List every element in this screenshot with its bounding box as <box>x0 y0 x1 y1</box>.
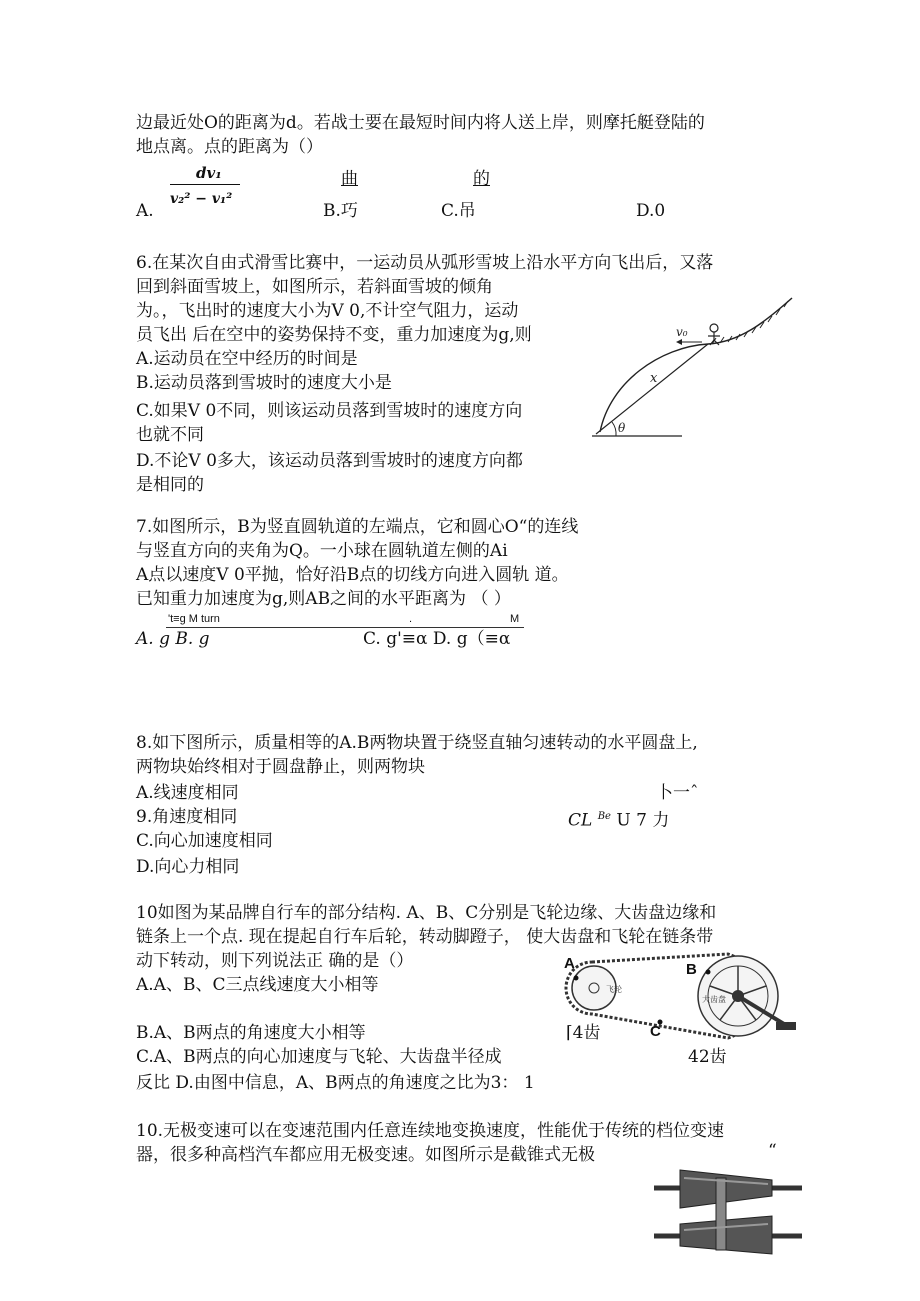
q8-figure-text2 <box>568 806 669 832</box>
fraction-bar <box>170 184 240 185</box>
q5-line1: 边最近处O的距离为d。若战士要在最短时间内将人送上岸，则摩托艇登陆的 <box>136 113 705 133</box>
v0-arrowhead <box>676 339 682 345</box>
q6-option-d1: D.不论V 0多大，该运动员落到雪坡时的速度方向都 <box>136 451 523 471</box>
q8-line1: 8.如下图所示，质量相等的A.B两物块置于绕竖直轴匀速转动的水平圆盘上, <box>136 733 698 753</box>
theta-label: θ <box>618 421 626 435</box>
q6-option-b: B.运动员落到雪坡时的速度大小是 <box>136 373 392 393</box>
point-c-label: C <box>650 1023 661 1040</box>
q10a-line1: 10如图为某品牌自行车的部分结构. A、B、C分别是飞轮边缘、大齿盘边缘和 <box>136 903 717 923</box>
fraction-denominator: v₂² − v₁² <box>170 191 233 207</box>
q10a-line2: 链条上一个点. 现在提起自行车后轮，转动脚蹬子， 使大齿盘和飞轮在链条带 <box>136 927 714 947</box>
teeth-big-label: 42齿 <box>688 1047 727 1067</box>
q6-line2: 回到斜面雪坡上，如图所示，若斜面雪坡的倾角 <box>136 277 493 297</box>
q10a-option-b: B.A、B两点的角速度大小相等 <box>136 1023 366 1043</box>
q5-option-b: B.巧 <box>323 201 358 221</box>
angle-arc <box>612 422 616 436</box>
q7-options-ab: A. g B. g <box>136 629 210 649</box>
q10b-line1: 10.无极变速可以在变速范围内任意连续地变换速度，性能优于传统的档位变速 <box>136 1121 725 1141</box>
q5-line2: 地点离。点的距离为（） <box>136 137 323 157</box>
q10b-line2: 器，很多种高档汽车都应用无极变速。如图所示是截锥式无极 <box>136 1145 595 1165</box>
belt-ring <box>716 1178 726 1250</box>
point-a-dot <box>574 976 579 981</box>
q7-line3: A点以速度V 0平抛，恰好沿B点的切线方向进入圆轨 道。 <box>136 565 569 585</box>
pedal <box>776 1022 796 1030</box>
q5-option-a-fraction <box>168 162 248 216</box>
q7-line1: 7.如图所示，B为竖直圆轨道的左端点，它和圆心O“的连线 <box>136 517 579 537</box>
q8-figure-text2-a: CL <box>568 810 593 831</box>
q7-line2: 与竖直方向的夹角为Q。一小球在圆轨道左侧的Ai <box>136 541 508 561</box>
q7-line4: 已知重力加速度为g,则AB之间的水平距离为 （ ） <box>136 589 511 609</box>
q6-option-a: A.运动员在空中经历的时间是 <box>136 349 358 369</box>
ski-slope-figure <box>590 292 800 442</box>
q10a-option-c: C.A、B两点的向心加速度与飞轮、大齿盘半径成 <box>136 1047 502 1067</box>
x-label: x <box>650 371 658 386</box>
q8-option-c: C.向心加速度相同 <box>136 831 273 851</box>
q8-figure-text1: 卜一ˆ <box>656 783 699 803</box>
q5-above-b: 曲 <box>341 169 358 189</box>
q7-fraction-mid: . <box>409 613 413 625</box>
curved-slope <box>708 298 792 344</box>
q8-option-d: D.向心力相同 <box>136 857 240 877</box>
teeth-small-label: ⌈4齿 <box>566 1023 601 1043</box>
bicycle-drive-figure <box>560 944 800 1040</box>
q7-options-cd: C. g'≡α D. g（≡α <box>363 629 511 649</box>
q6-line1: 6.在某次自由式滑雪比赛中，一运动员从弧形雪坡上沿水平方向飞出后，又落 <box>136 253 714 273</box>
point-b-dot <box>706 970 711 975</box>
q5-option-a: A. <box>136 201 154 221</box>
slope-hatching <box>712 301 788 344</box>
q5-option-c: C.吊 <box>441 201 476 221</box>
q10a-line3: 动下转动，则下列说法正 确的是（） <box>136 951 414 971</box>
q6-line4: 员飞出 后在空中的姿势保持不变，重力加速度为g,则 <box>136 325 532 345</box>
q10a-option-c2-d: 反比 D.由图中信息，A、B两点的角速度之比为3： 1 <box>136 1073 535 1093</box>
q8-line2: 两物块始终相对于圆盘静止，则两物块 <box>136 757 425 777</box>
q10b-quote: “ <box>768 1141 777 1161</box>
fraction-numerator: dv₁ <box>196 164 222 182</box>
q6-option-c2: 也就不同 <box>136 425 204 445</box>
cone-cvt-figure <box>652 1168 804 1260</box>
flight-straight-line <box>596 344 708 434</box>
q8-option-b: 9.角速度相同 <box>136 807 238 827</box>
q8-option-a: A.线速度相同 <box>136 783 239 803</box>
q8-figure-text2-sup: Be <box>597 811 611 822</box>
q6-option-d2: 是相同的 <box>136 475 204 495</box>
chainring-label: 大齿盘 <box>702 995 726 1004</box>
q5-above-c: 的 <box>473 169 490 189</box>
q6-option-c1: C.如果V 0不同，则该运动员落到雪坡时的速度方向 <box>136 401 523 421</box>
q8-figure-text2-b: U 7 力 <box>616 810 670 831</box>
point-b-label: B <box>686 961 697 978</box>
point-a-label: A <box>564 955 575 972</box>
q7-fraction-left: 't≡g M turn <box>168 613 220 625</box>
q5-option-d: D.0 <box>636 201 666 221</box>
v0-label: v₀ <box>676 325 688 339</box>
q7-fraction-right: M <box>510 613 520 625</box>
q6-line3: 为。，飞出时的速度大小为V 0,不计空气阻力，运动 <box>136 301 519 321</box>
q10a-option-a: A.A、B、C三点线速度大小相等 <box>136 975 379 995</box>
flywheel-label: 飞轮 <box>606 985 622 994</box>
